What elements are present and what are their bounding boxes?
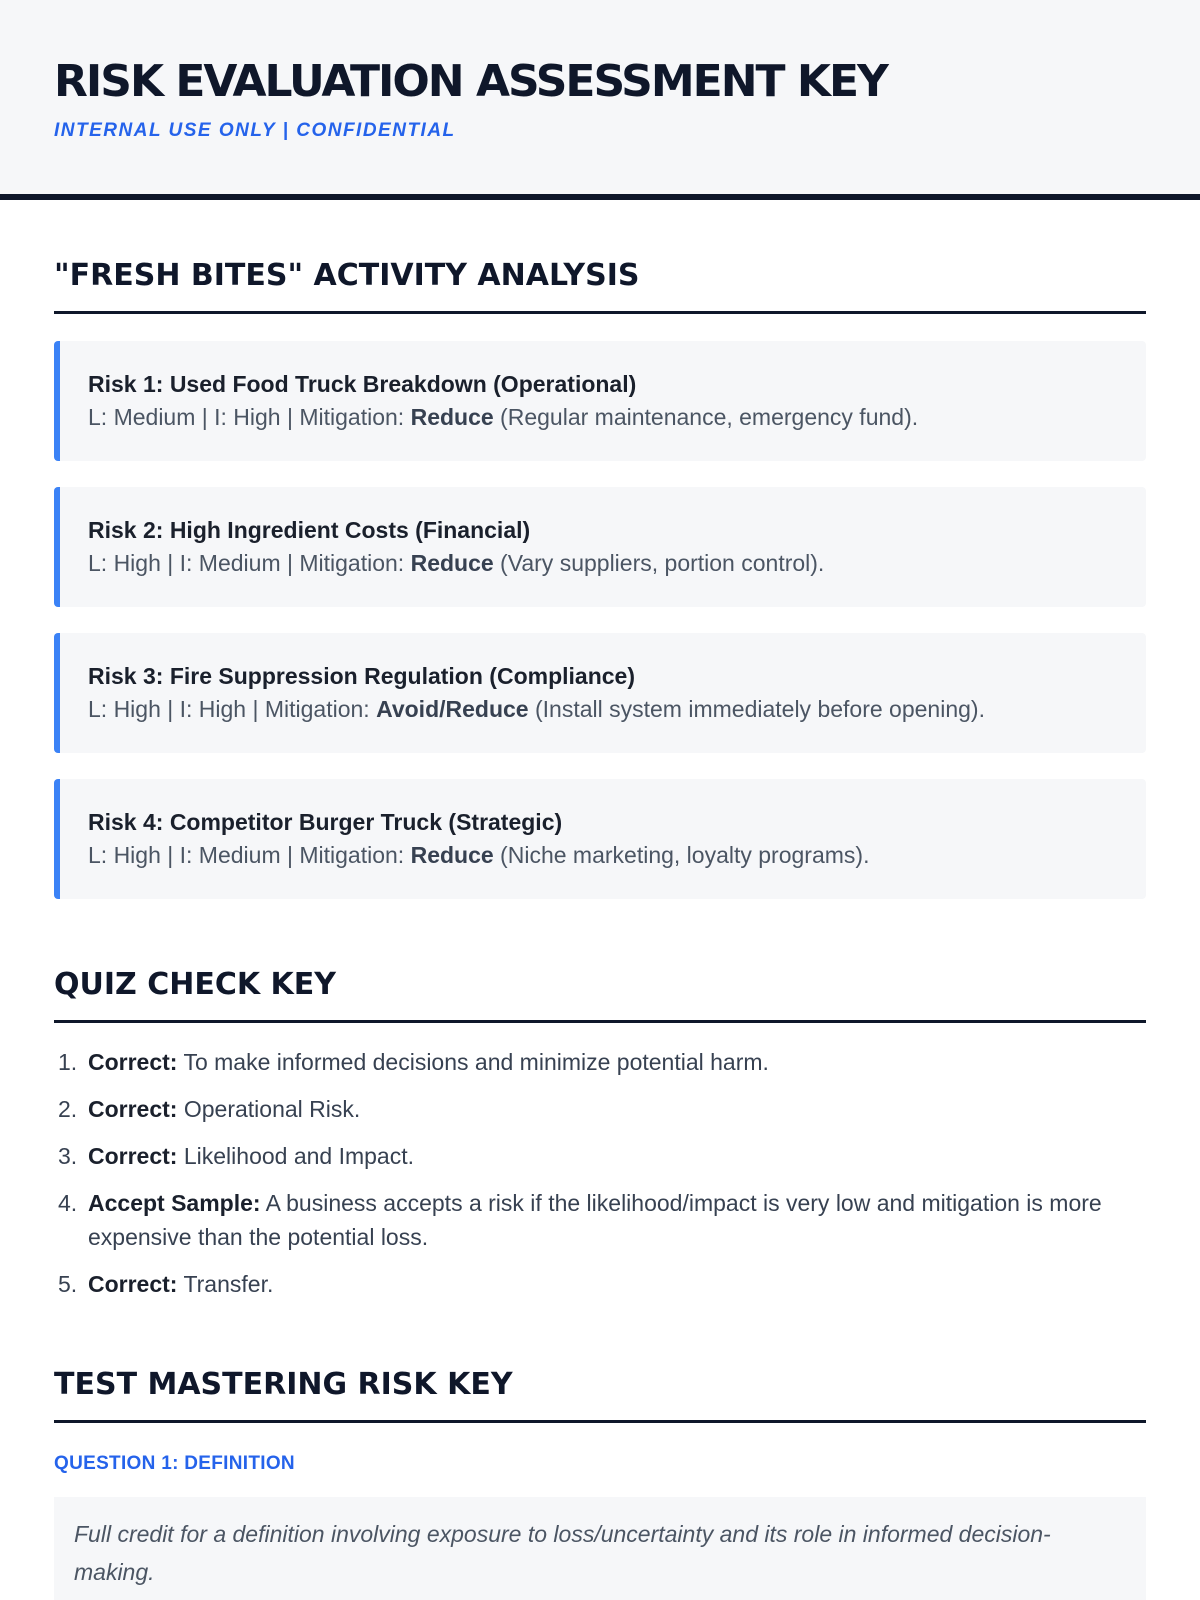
risk-ratings: L: High | I: Medium | Mitigation: <box>88 550 411 576</box>
risk-strategy: Reduce <box>410 404 494 430</box>
item-number: 2. <box>58 1096 78 1122</box>
answer-label: Correct: <box>88 1271 178 1297</box>
quiz-section-title: QUIZ CHECK KEY <box>54 967 1146 1023</box>
answer-text: Operational Risk. <box>177 1096 361 1122</box>
document-header <box>0 0 1200 200</box>
answer-label: Correct: <box>88 1049 178 1075</box>
risk-detail: (Vary suppliers, portion control). <box>493 550 825 576</box>
list-item <box>58 1267 1146 1301</box>
risk-card-3 <box>54 633 1146 753</box>
risk-card-2 <box>54 487 1146 607</box>
item-number: 4. <box>58 1190 78 1216</box>
list-item <box>58 1139 1146 1173</box>
document-body <box>0 258 1200 1600</box>
item-number: 5. <box>58 1271 78 1297</box>
answer-label: Correct: <box>88 1143 178 1169</box>
answer-label: Correct: <box>88 1096 178 1122</box>
question-label: QUESTION 1: DEFINITION <box>54 1453 295 1474</box>
answer-text: A business accepts a risk if the likelihood/impact is very low and mitigation is more expensive than the potential loss. <box>88 1190 1102 1250</box>
answer-text: Likelihood and Impact. <box>177 1143 415 1169</box>
risk-card-4 <box>54 779 1146 899</box>
test-section-title: TEST MASTERING RISK KEY <box>54 1367 1146 1423</box>
list-item <box>58 1092 1146 1126</box>
risk-title: Risk 2: High Ingredient Costs (Financial) <box>88 517 531 543</box>
risk-strategy: Avoid/Reduce <box>376 696 529 722</box>
risk-detail: (Niche marketing, loyalty programs). <box>493 842 870 868</box>
risk-assessment <box>88 546 1118 580</box>
risk-list <box>54 341 1146 899</box>
risk-detail: (Install system immediately before opening). <box>528 696 985 722</box>
risk-title: Risk 4: Competitor Burger Truck (Strategic) <box>88 809 563 835</box>
list-item <box>58 1045 1146 1079</box>
list-item <box>58 1186 1146 1254</box>
risk-detail: (Regular maintenance, emergency fund). <box>493 404 919 430</box>
answer-text: To make informed decisions and minimize potential harm. <box>177 1049 769 1075</box>
risk-assessment <box>88 692 1118 726</box>
quiz-answer-list <box>54 1045 1146 1301</box>
risk-card-1 <box>54 341 1146 461</box>
risk-strategy: Reduce <box>410 550 494 576</box>
item-number: 1. <box>58 1049 78 1075</box>
answer-label: Accept Sample: <box>88 1190 261 1216</box>
risk-title: Risk 3: Fire Suppression Regulation (Compliance) <box>88 663 635 689</box>
risk-ratings: L: High | I: Medium | Mitigation: <box>88 842 411 868</box>
risk-ratings: L: Medium | I: High | Mitigation: <box>88 404 411 430</box>
activity-section-title: "FRESH BITES" ACTIVITY ANALYSIS <box>54 258 1146 314</box>
risk-assessment <box>88 400 1118 434</box>
answer-guidance: Full credit for a definition involving exposure to loss/uncertainty and its role in informed decision-making. <box>54 1497 1146 1600</box>
risk-assessment <box>88 838 1118 872</box>
item-number: 3. <box>58 1143 78 1169</box>
document-title: RISK EVALUATION ASSESSMENT KEY <box>54 56 887 107</box>
answer-text: Transfer. <box>177 1271 274 1297</box>
document-subtitle: INTERNAL USE ONLY | CONFIDENTIAL <box>54 120 456 142</box>
risk-strategy: Reduce <box>410 842 494 868</box>
risk-ratings: L: High | I: High | Mitigation: <box>88 696 377 722</box>
risk-title: Risk 1: Used Food Truck Breakdown (Operational) <box>88 371 637 397</box>
